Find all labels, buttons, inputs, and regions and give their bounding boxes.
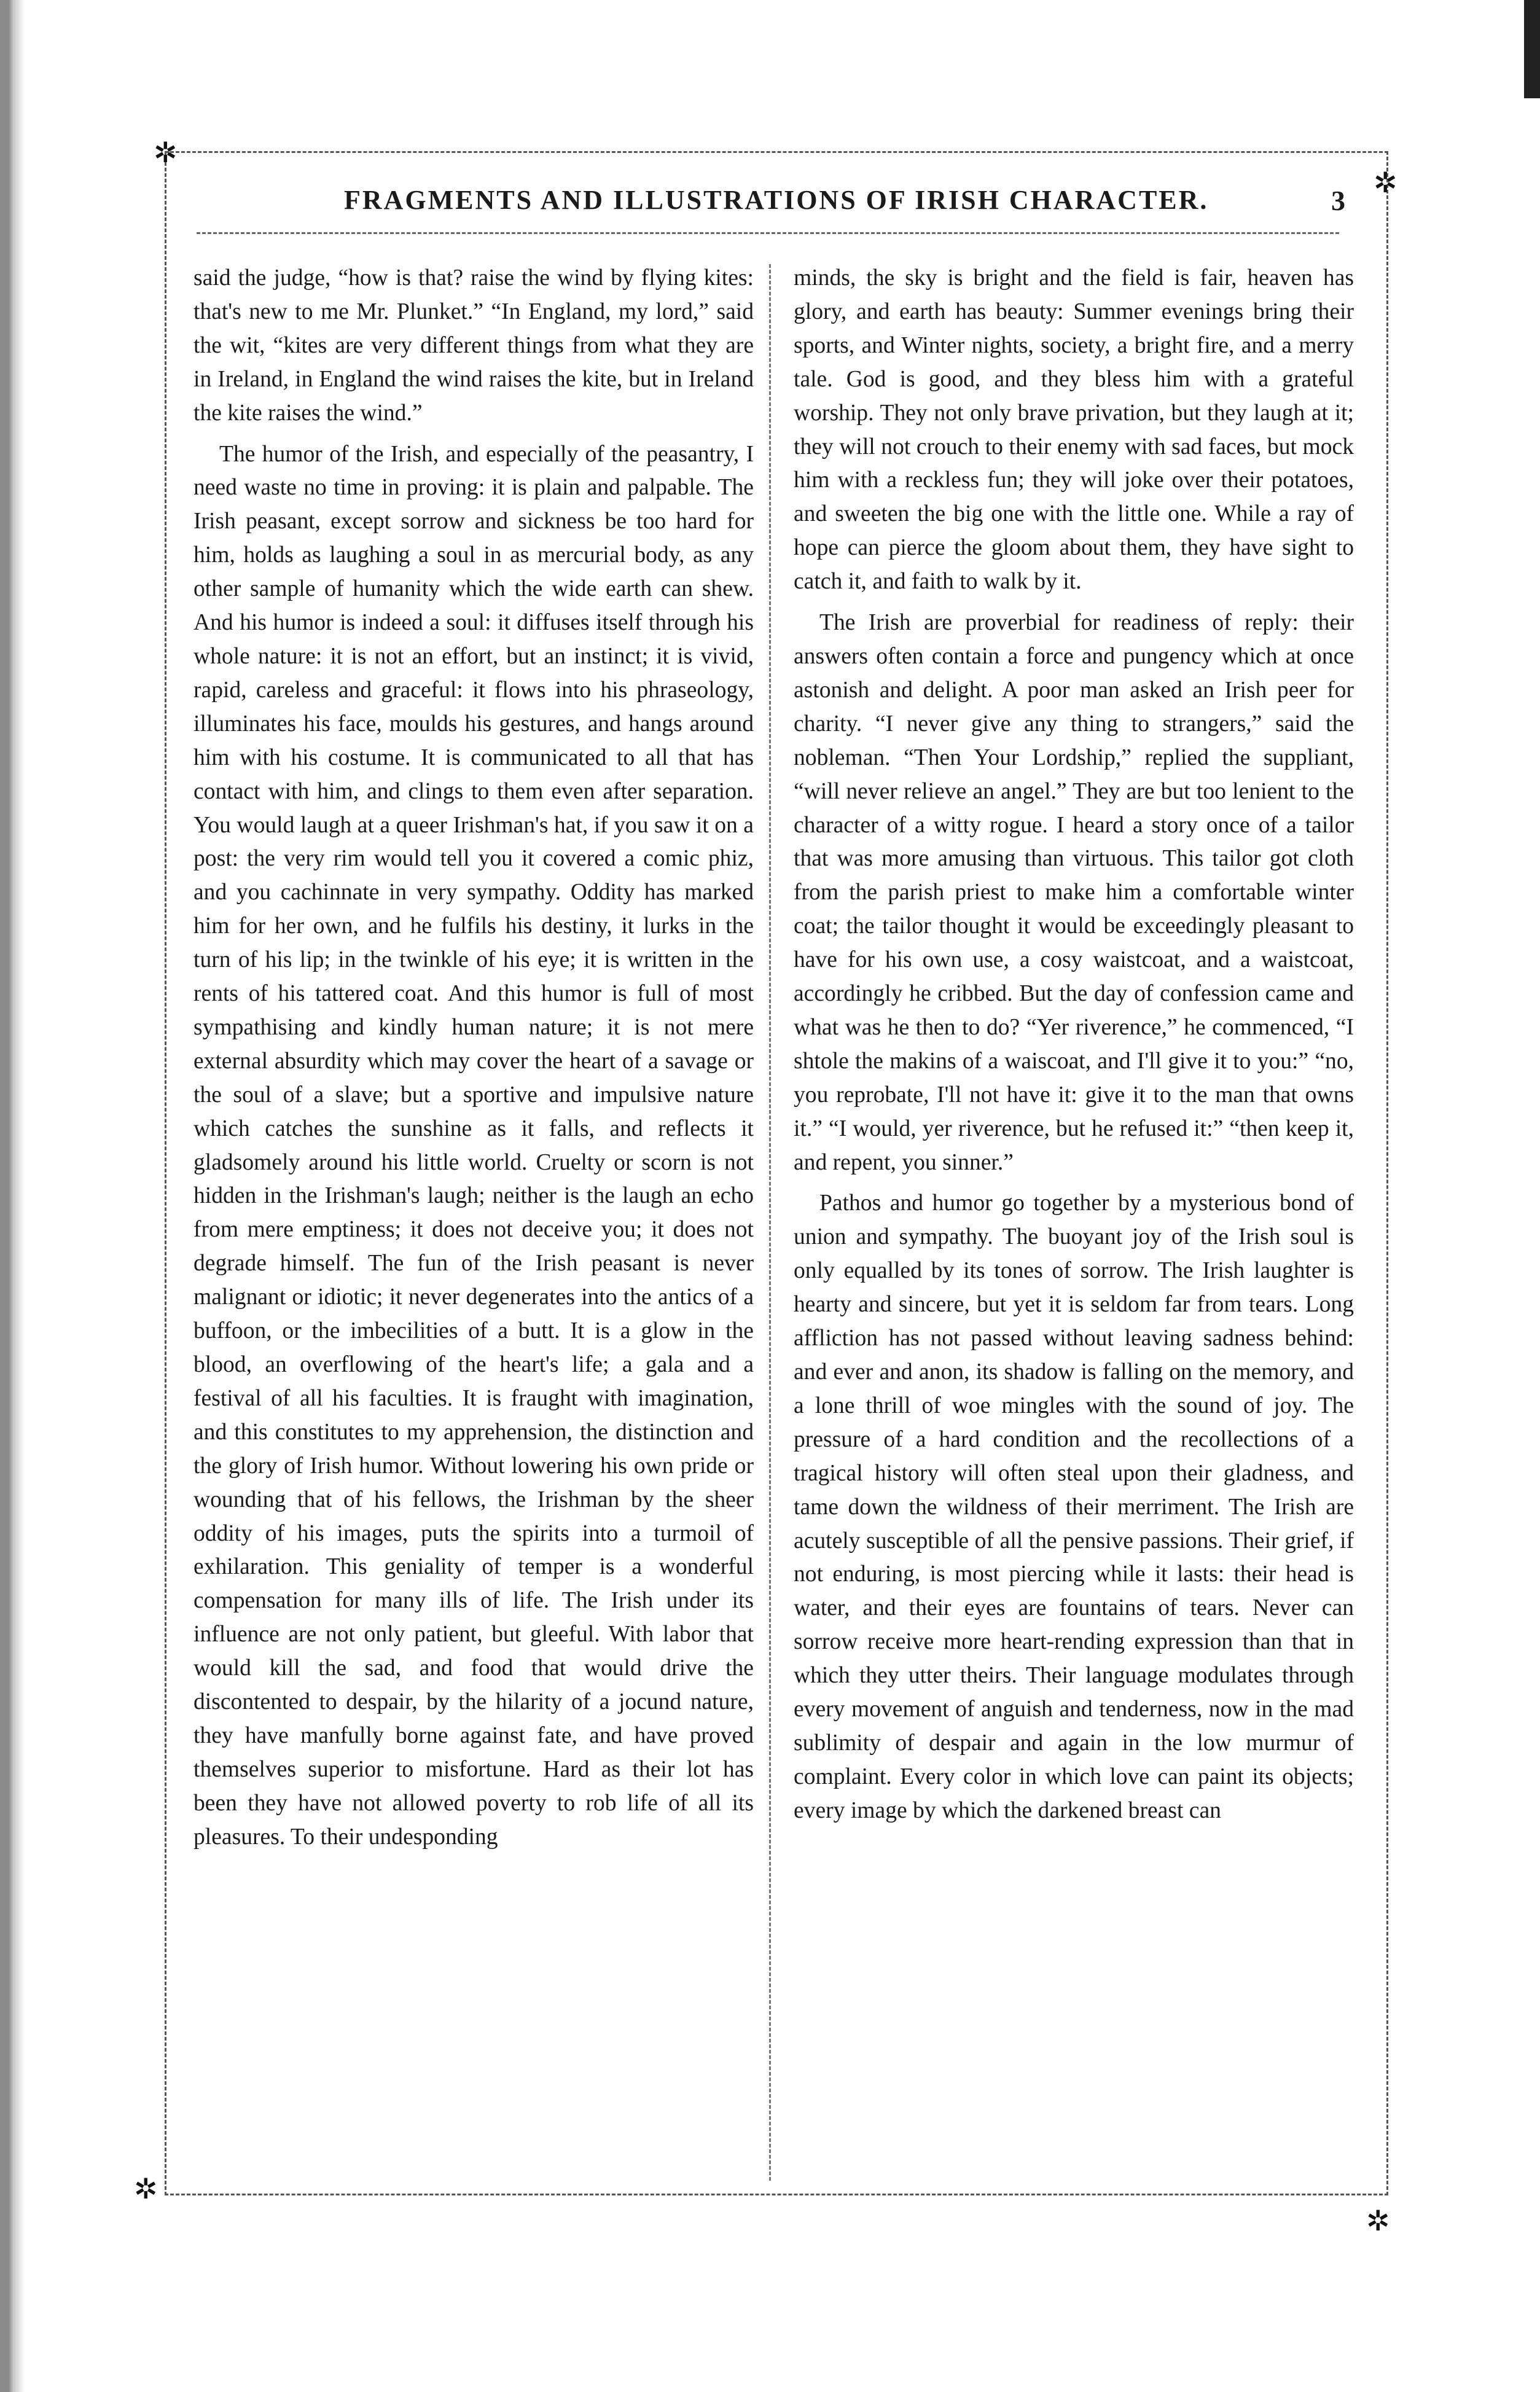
running-header (344, 184, 1351, 233)
paragraph: Pathos and humor go together by a mysterious bond of union and sympathy. The buoyant joy of the Irish soul is only equalled by its tones of sorrow. The Irish laughter is hearty and sincere, but yet it is seldom far from tears. Long affliction has not passed without leaving sadness behind: and ever and anon, its shadow is falling on the memory, and a lone thrill of woe mingles with the sound of joy. The pressure of a hard condition and the recollections of a tragical history will often steal upon their gladness, and tame down the wildness of their merriment. The Irish are acutely susceptible of all the pensive passions. Their grief, if not enduring, is most piercing while it lasts: their head is water, and their eyes are fountains of tears. Never can sorrow receive more heart-rending expression than that in which they utter theirs. Their language modulates through every movement of anguish and tenderness, now in the mad sublimity of despair and again in the low murmur of complaint. Every color in which love can paint its objects; every image by which the darkened breast can (794, 1190, 1354, 1823)
paragraph: minds, the sky is bright and the field is fair, heaven has glory, and earth has beauty: Summer evenings bring their sports, and Winter nights, society, a bright fire, and a merry tale. God is good, and they bless him with a grateful worship. They not only brave privation, but they laugh at it; they will not crouch to their enemy with sad faces, but mock him with a reckless fun; they will joke over their potatoes, and sweeten the big one with the little one. While a ray of hope can pierce the gloom about them, they have sight to catch it, and faith to walk by it. (794, 265, 1354, 595)
corner-ornament-bottom-right: ✲ (1366, 2204, 1390, 2237)
corner-ornament-top-right: ✲ (1374, 166, 1397, 199)
paragraph: said the judge, “how is that? raise the wind by flying kites: that's new to me Mr. Plunket.” “In England, my lord,” said the wit, “kites are very different things from what they are in Ireland, in England the wind raises the kite, but in Ireland the kite raises the wind.” (193, 265, 754, 426)
paragraph: The Irish are proverbial for readiness of reply: their answers often contain a force and pungency which at once astonish and delight. A poor man asked an Irish peer for charity. “I never give any thing to strangers,” said the nobleman. “Then Your Lordship,” replied the suppliant, “will never relieve an angel.” They are but too lenient to the character of a witty rogue. I heard a story once of a tailor that was more amusing than virtuous. This tailor got cloth from the parish priest to make him a comfortable winter coat; the tailor thought it would be exceedingly pleasant to have for his own use, a cosy waistcoat, and a waistcoat, accordingly he cribbed. But the day of confession came and what was he then to do? “Yer riverence,” he commenced, “I shtole the makins of a waiscoat, and I'll give it to you:” “no, you reprobate, I'll not have it: give it to the man that owns it.” “I would, yer riverence, but he refused it:” “then keep it, and repent, you sinner.” (794, 610, 1354, 1175)
corner-ornament-bottom-left: ✲ (134, 2172, 158, 2205)
left-column (193, 262, 754, 2184)
column-divider (769, 264, 771, 2181)
corner-ornament-top-left: ✲ (154, 136, 178, 169)
running-header-title: FRAGMENTS AND ILLUSTRATIONS OF IRISH CHARACTER. (344, 185, 1209, 215)
scanned-page-left-edge (0, 0, 37, 2392)
header-rule (197, 232, 1339, 234)
paragraph: The humor of the Irish, and especially of the peasantry, I need waste no time in proving: it is plain and palpable. The Irish peasant, except sorrow and sickness be too hard for him, holds as laughing a soul in as mercurial body, as any other sample of humanity which the wide earth can shew. And his humor is indeed a soul: it diffuses itself through his whole nature: it is not an effort, but an instinct; it is vivid, rapid, careless and graceful: it flows into his phraseology, illuminates his face, moulds his gestures, and hangs around him with his costume. It is communicated to all that has contact with him, and clings to them even after separation. You would laugh at a queer Irishman's hat, if you saw it on a post: the very rim would tell you it covered a comic phiz, and you cachinnate in very sympathy. Oddity has marked him for her own, and he fulfils his destiny, it lurks in the turn of his lip; in the twinkle of his eye; it is written in the rents of his tattered coat. And this humor is full of most sympathising and kindly human nature; it is not mere external absurdity which may cover the heart of a savage or the soul of a slave; but a sportive and impulsive nature which catches the sunshine as it falls, and reflects it gladsomely around his little world. Cruelty or scorn is not hidden in the Irishman's laugh; neither is the laugh an echo from mere emptiness; it does not deceive you; it does not degrade himself. The fun of the Irish peasant is never malignant or idiotic; it never degenerates into the antics of a buffoon, or the imbecilities of a butt. It is a glow in the blood, an overflowing of the heart's life; a gala and a festival of all his faculties. It is fraught with imagination, and this constitutes to my apprehension, the distinction and the glory of Irish humor. Without lowering his own pride or wounding that of his fellows, the Irishman by the sheer oddity of his images, puts the spirits into a turmoil of exhilaration. This geniality of temper is a wonderful compensation for many ills of life. The Irish under its influence are not only patient, but gleeful. With labor that would kill the sad, and food that would drive the discontented to despair, by the hilarity of a jocund nature, they have manfully borne against fate, and have proved themselves superior to misfortune. Hard as their lot has been they have not allowed poverty to rob life of all its pleasures. To their undesponding (193, 441, 754, 1850)
scanned-page-right-edge (1524, 0, 1540, 98)
page-number: 3 (1331, 185, 1345, 216)
right-column (794, 262, 1354, 2184)
